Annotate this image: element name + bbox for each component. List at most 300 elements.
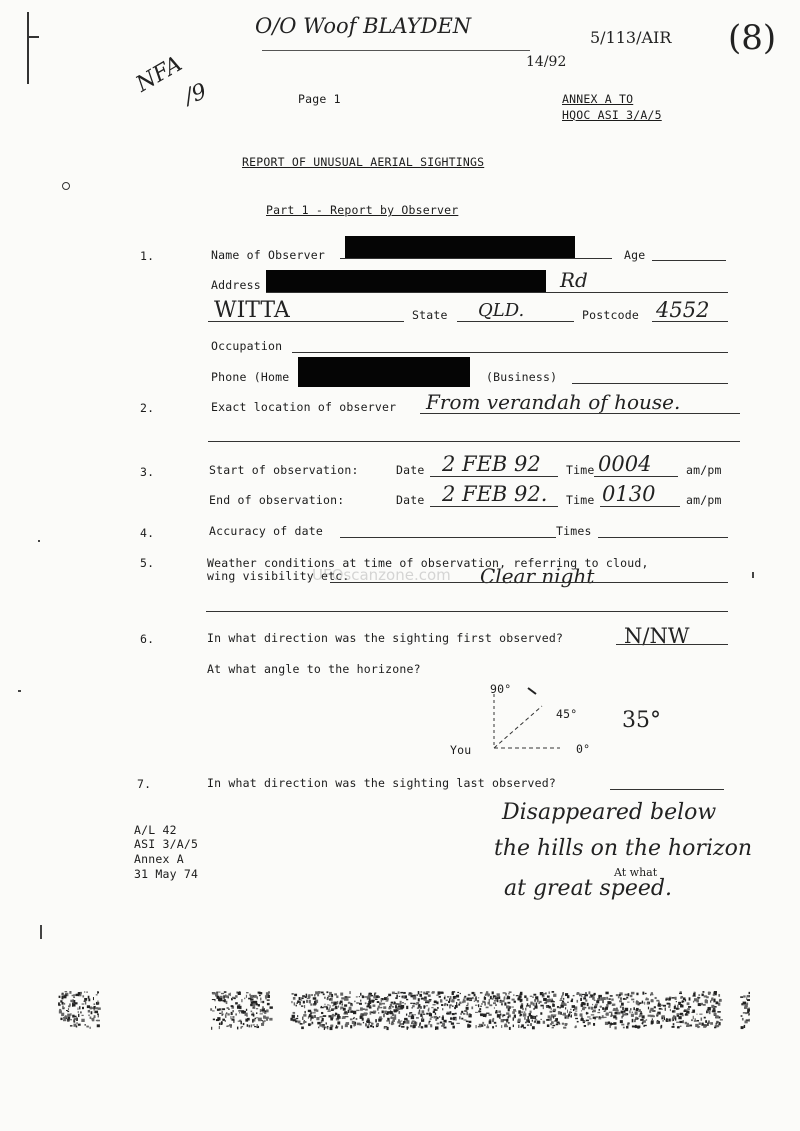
noise-dot <box>705 1020 707 1023</box>
noise-dot <box>580 998 582 1001</box>
noise-dot <box>332 1014 334 1016</box>
noise-dot <box>685 1022 687 1024</box>
noise-dot <box>66 1010 68 1011</box>
noise-dot <box>375 1019 377 1022</box>
noise-dot <box>438 991 441 994</box>
noise-dot <box>557 1022 560 1023</box>
noise-dot <box>390 1011 393 1014</box>
noise-dot <box>530 1016 533 1019</box>
noise-dot <box>484 1024 485 1026</box>
noise-dot <box>418 1026 420 1027</box>
noise-dot <box>416 994 417 995</box>
noise-dot <box>530 1002 532 1005</box>
file-number: 14/92 <box>526 54 567 70</box>
noise-dot <box>524 1017 525 1020</box>
noise-dot <box>62 1007 65 1008</box>
noise-dot <box>84 991 85 992</box>
noise-dot <box>469 1021 472 1023</box>
noise-dot <box>84 998 87 1001</box>
noise-dot <box>383 1006 386 1009</box>
noise-dot <box>324 1027 325 1030</box>
noise-dot <box>746 1003 748 1006</box>
noise-dot <box>504 1002 506 1005</box>
noise-dot <box>241 999 242 1002</box>
noise-dot <box>396 995 398 998</box>
noise-dot <box>391 1002 393 1004</box>
noise-dot <box>217 1017 220 1020</box>
noise-dot <box>423 1005 425 1008</box>
noise-dot <box>251 1014 254 1016</box>
noise-dot <box>216 996 219 999</box>
noise-dot <box>593 1010 596 1013</box>
noise-dot <box>439 1016 440 1017</box>
noise-dot <box>220 996 222 998</box>
noise-dot <box>431 1007 433 1008</box>
noise-dot <box>251 1024 252 1027</box>
noise-dot <box>713 994 715 996</box>
noise-dot <box>599 1016 601 1018</box>
noise-dot <box>221 998 223 1001</box>
speck <box>62 182 70 190</box>
noise-dot <box>747 996 750 998</box>
noise-dot <box>672 1011 674 1013</box>
noise-dot <box>636 993 638 996</box>
noise-dot <box>334 1015 335 1017</box>
noise-dot <box>344 998 347 1001</box>
noise-dot <box>520 992 523 995</box>
noise-dot <box>609 1012 612 1013</box>
noise-dot <box>602 1007 604 1010</box>
end-time-label: Time <box>566 493 595 507</box>
noise-dot <box>212 1010 215 1011</box>
noise-dot <box>588 1022 591 1025</box>
noise-dot <box>254 995 257 998</box>
noise-dot <box>430 1017 433 1018</box>
noise-dot <box>667 1003 670 1005</box>
noise-dot <box>506 1005 509 1008</box>
noise-dot <box>639 1014 642 1017</box>
noise-dot <box>59 1009 61 1011</box>
noise-dot <box>674 1006 676 1009</box>
noise-dot <box>97 1024 100 1027</box>
noise-dot <box>265 1017 268 1019</box>
noise-dot <box>642 1001 643 1003</box>
noise-dot <box>345 1024 347 1026</box>
noise-dot <box>262 1001 264 1003</box>
noise-dot <box>585 999 587 1001</box>
noise-dot <box>669 1019 671 1022</box>
redaction-phone <box>298 357 470 387</box>
noise-dot <box>73 1019 74 1022</box>
noise-dot <box>743 995 745 997</box>
noise-dot <box>444 997 446 999</box>
location-line-2 <box>208 441 740 442</box>
postcode-label: Postcode <box>582 308 639 322</box>
noise-dot <box>524 1011 526 1012</box>
noise-dot <box>392 1006 394 1007</box>
noise-dot <box>584 1025 586 1027</box>
noise-dot <box>363 1022 364 1023</box>
noise-dot <box>712 1010 715 1013</box>
reference-number: 5/113/AIR <box>590 28 672 47</box>
noise-dot <box>587 1003 589 1006</box>
noise-dot <box>442 1008 443 1010</box>
noise-dot <box>523 1013 526 1016</box>
noise-dot <box>605 1007 608 1008</box>
noise-dot <box>495 996 497 998</box>
noise-dot <box>679 1021 682 1023</box>
noise-dot <box>400 992 403 994</box>
noise-dot <box>419 1024 420 1026</box>
noise-dot <box>398 1011 400 1014</box>
noise-dot <box>303 1014 306 1017</box>
noise-dot <box>429 1021 431 1022</box>
noise-dot <box>648 1015 651 1017</box>
noise-dot <box>486 1007 489 1009</box>
noise-dot <box>589 997 590 998</box>
noise-dot <box>490 996 492 999</box>
noise-dot <box>330 1005 331 1008</box>
noise-dot <box>235 1002 238 1004</box>
noise-dot <box>402 1002 404 1003</box>
noise-dot <box>314 994 316 996</box>
noise-dot <box>250 998 253 1000</box>
angle-0-label: 0° <box>576 742 591 756</box>
noise-dot <box>525 1008 526 1011</box>
noise-dot <box>495 998 498 999</box>
noise-dot <box>368 995 371 996</box>
noise-dot <box>533 994 536 996</box>
noise-dot <box>542 993 545 994</box>
form-ref-1: A/L 42 <box>134 823 177 837</box>
noise-dot <box>440 999 442 1002</box>
noise-dot <box>246 995 247 998</box>
noise-dot <box>424 996 427 998</box>
noise-dot <box>670 1009 671 1011</box>
noise-dot <box>532 997 533 998</box>
noise-dot <box>552 991 555 993</box>
noise-dot <box>226 1001 228 1004</box>
noise-dot <box>509 991 512 993</box>
noise-dot <box>368 1001 371 1004</box>
noise-dot <box>687 1002 690 1005</box>
noise-dot <box>655 997 657 999</box>
noise-dot <box>237 992 238 994</box>
noise-dot <box>545 992 546 994</box>
noise-dot <box>594 1000 596 1001</box>
noise-dot <box>412 1020 415 1022</box>
noise-dot <box>480 1014 481 1015</box>
noise-dot <box>221 993 224 994</box>
noise-dot <box>323 1015 326 1017</box>
noise-dot <box>623 998 626 1000</box>
noise-dot <box>698 994 700 996</box>
noise-dot <box>698 1003 701 1006</box>
noise-dot <box>374 993 376 994</box>
address-line <box>266 292 728 293</box>
noise-dot <box>404 1018 405 1021</box>
noise-dot <box>496 1010 498 1013</box>
noise-dot <box>294 994 297 996</box>
noise-dot <box>563 1027 566 1029</box>
noise-dot <box>378 1012 379 1013</box>
noise-dot <box>644 1002 645 1005</box>
noise-dot <box>507 1016 509 1018</box>
noise-dot <box>425 1001 428 1003</box>
noise-dot <box>480 992 483 993</box>
noise-dot <box>501 1003 503 1005</box>
noise-dot <box>357 1023 360 1026</box>
noise-dot <box>679 993 682 994</box>
noise-dot <box>716 1016 719 1018</box>
noise-dot <box>631 992 634 995</box>
noise-dot <box>682 1020 684 1023</box>
noise-dot <box>378 1006 380 1009</box>
noise-dot <box>221 1014 223 1015</box>
noise-dot <box>251 1011 253 1013</box>
noise-dot <box>459 1002 461 1004</box>
noise-dot <box>615 1012 618 1015</box>
noise-dot <box>222 1011 223 1014</box>
noise-dot <box>293 1012 295 1014</box>
noise-dot <box>573 1009 574 1011</box>
noise-dot <box>605 1014 608 1015</box>
noise-dot <box>406 1020 409 1023</box>
noise-dot <box>95 1011 98 1014</box>
angle-45-label: 45° <box>556 707 578 721</box>
noise-dot <box>452 1006 454 1007</box>
noise-dot <box>359 1003 362 1005</box>
noise-dot <box>627 1024 629 1026</box>
noise-dot <box>269 1018 272 1021</box>
start-time-label: Time <box>566 463 595 477</box>
noise-dot <box>553 1009 556 1011</box>
noise-dot <box>345 1016 348 1017</box>
noise-dot <box>527 1003 528 1005</box>
noise-dot <box>747 1008 750 1009</box>
noise-dot <box>563 998 564 1000</box>
noise-dot <box>493 1002 496 1004</box>
noise-dot <box>534 999 536 1002</box>
noise-dot <box>78 1011 79 1013</box>
noise-dot <box>632 1019 634 1022</box>
noise-dot <box>636 1001 639 1004</box>
noise-dot <box>705 1000 708 1003</box>
noise-dot <box>457 992 459 993</box>
noise-dot <box>569 1011 571 1013</box>
noise-dot <box>400 1020 402 1021</box>
noise-dot <box>676 1008 679 1010</box>
noise-dot <box>475 1012 478 1013</box>
noise-dot <box>390 1004 392 1007</box>
noise-dot <box>69 1003 71 1006</box>
noise-dot <box>643 1020 646 1023</box>
noise-dot <box>606 997 608 1000</box>
noise-dot <box>353 1018 354 1019</box>
noise-dot <box>261 1010 263 1012</box>
noise-dot <box>87 1005 90 1008</box>
noise-dot <box>360 1007 363 1010</box>
noise-dot <box>226 1026 228 1027</box>
noise-dot <box>397 1007 400 1010</box>
noise-dot <box>370 998 371 1001</box>
noise-dot <box>257 1024 258 1027</box>
noise-dot <box>260 998 261 1001</box>
noise-dot <box>440 1022 443 1024</box>
noise-dot <box>393 1009 396 1012</box>
speck <box>752 572 754 578</box>
noise-dot <box>675 997 677 1000</box>
noise-dot <box>360 1016 363 1019</box>
noise-dot <box>665 1007 666 1010</box>
noise-dot <box>352 1021 355 1024</box>
noise-dot <box>334 993 337 995</box>
noise-dot <box>702 991 704 993</box>
noise-dot <box>314 1001 316 1003</box>
noise-dot <box>672 1026 675 1028</box>
noise-dot <box>81 1015 83 1016</box>
noise-dot <box>625 999 626 1000</box>
noise-dot <box>399 996 400 997</box>
noise-dot <box>600 1006 602 1007</box>
noise-dot <box>459 1016 461 1019</box>
noise-dot <box>395 997 397 999</box>
noise-dot <box>231 1018 234 1020</box>
noise-dot <box>743 1012 745 1014</box>
noise-dot <box>215 1006 216 1008</box>
noise-dot <box>444 996 445 998</box>
noise-dot <box>82 1007 84 1009</box>
noise-dot <box>472 997 473 999</box>
noise-dot <box>456 1023 459 1024</box>
noise-dot <box>748 1014 749 1016</box>
noise-dot <box>403 992 406 994</box>
start-date-line <box>430 476 558 477</box>
noise-dot <box>474 1001 475 1002</box>
noise-dot <box>592 996 595 999</box>
noise-dot <box>373 1026 374 1028</box>
noise-dot <box>432 1004 435 1005</box>
noise-dot <box>612 1004 615 1006</box>
item-number-2: 2. <box>140 401 155 415</box>
noise-dot <box>704 1017 706 1019</box>
noise-dot <box>475 1005 477 1006</box>
age-label: Age <box>624 248 646 262</box>
noise-dot <box>225 1014 227 1017</box>
noise-dot <box>414 1023 415 1024</box>
noise-dot <box>543 998 546 1001</box>
noise-dot <box>610 995 613 997</box>
noise-dot <box>478 1011 481 1012</box>
noise-dot <box>495 1025 496 1027</box>
noise-dot <box>400 1001 402 1004</box>
noise-dot <box>485 993 488 996</box>
noise-dot <box>451 1022 454 1024</box>
noise-dot <box>372 1000 374 1003</box>
noise-dot <box>406 999 408 1000</box>
noise-dot <box>444 1027 447 1029</box>
noise-dot <box>313 997 316 999</box>
noise-dot <box>523 1027 526 1029</box>
noise-dot <box>63 995 66 998</box>
noise-dot <box>290 1018 292 1021</box>
last-value-line-1: Disappeared below <box>502 800 717 825</box>
noise-dot <box>541 1019 542 1020</box>
noise-dot <box>296 1018 298 1019</box>
noise-dot <box>240 1021 241 1024</box>
noise-dot <box>429 999 432 1000</box>
noise-dot <box>630 995 633 997</box>
noise-dot <box>430 1018 432 1019</box>
noise-dot <box>507 1002 510 1004</box>
noise-dot <box>513 1025 514 1028</box>
noise-dot <box>418 998 420 1001</box>
start-label: Start of observation: <box>209 463 359 477</box>
noise-dot <box>450 1011 452 1014</box>
noise-dot <box>623 1027 625 1029</box>
noise-dot <box>618 996 620 998</box>
noise-dot <box>710 1022 713 1025</box>
noise-dot <box>565 1007 566 1009</box>
noise-dot <box>262 1020 263 1021</box>
noise-dot <box>744 1025 745 1028</box>
noise-dot <box>328 1015 331 1017</box>
noise-dot <box>680 1005 683 1008</box>
noise-dot <box>591 1007 593 1010</box>
noise-dot <box>258 1004 260 1006</box>
noise-dot <box>576 993 578 995</box>
noise-dot <box>313 1003 316 1005</box>
noise-dot <box>85 1024 86 1026</box>
noise-dot <box>296 1005 297 1007</box>
noise-dot <box>259 995 261 996</box>
end-date-value: 2 FEB 92. <box>442 482 548 506</box>
noise-dot <box>356 996 358 997</box>
start-date-value: 2 FEB 92 <box>442 452 541 476</box>
noise-dot <box>692 1010 695 1013</box>
noise-dot <box>630 1008 631 1010</box>
noise-dot <box>231 1005 233 1007</box>
noise-dot <box>693 1001 694 1003</box>
noise-dot <box>657 1013 659 1015</box>
noise-dot <box>571 1015 572 1018</box>
noise-dot <box>452 991 455 992</box>
end-date-label: Date <box>396 493 425 507</box>
noise-dot <box>649 1011 651 1013</box>
noise-dot <box>302 1017 303 1020</box>
noise-dot <box>608 998 610 1000</box>
noise-dot <box>567 1017 569 1019</box>
noise-dot <box>369 1007 372 1009</box>
noise-dot <box>384 1026 387 1027</box>
noise-dot <box>699 1014 702 1015</box>
start-time-line <box>594 476 678 477</box>
noise-dot <box>507 1025 508 1027</box>
noise-dot <box>367 1026 369 1028</box>
noise-dot <box>258 1017 259 1020</box>
noise-dot <box>611 1013 612 1015</box>
noise-dot <box>480 1006 481 1007</box>
town-line <box>208 321 404 322</box>
noise-dot <box>577 1000 579 1003</box>
noise-dot <box>237 1027 238 1030</box>
last-direction-line <box>610 789 724 790</box>
noise-dot <box>250 995 253 998</box>
noise-dot <box>225 995 228 997</box>
redaction-address <box>266 270 546 292</box>
noise-dot <box>571 1001 572 1002</box>
noise-dot <box>330 1025 333 1028</box>
